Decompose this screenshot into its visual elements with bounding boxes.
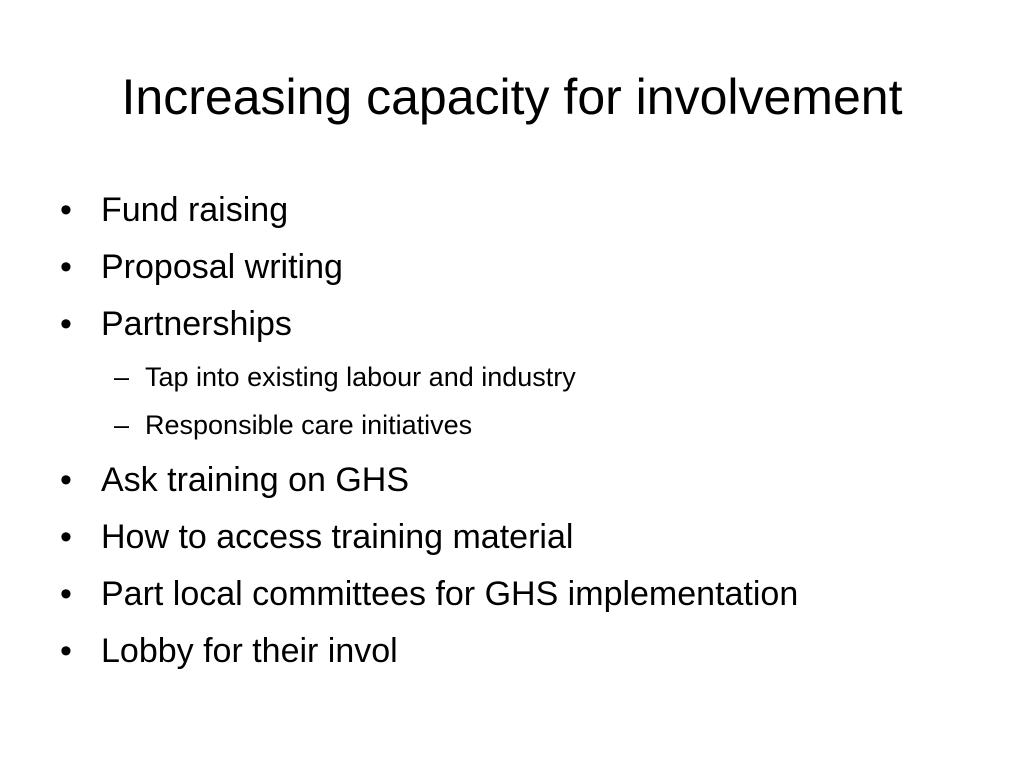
sub-bullet-text: Responsible care initiatives [145,410,473,440]
bullet-item-local-committees [60,574,798,614]
bullet-marker: • [60,248,72,286]
bullet-item-fund-raising [60,190,288,230]
sub-bullet-text: Tap into existing labour and industry [145,362,576,392]
bullet-text: How to access training material [101,518,574,556]
sub-bullet-marker: – [114,362,130,392]
bullet-text: Partnerships [101,305,292,343]
bullet-text: Fund raising [101,191,289,229]
bullet-item-partnerships [60,304,292,344]
bullet-text: Ask training on GHS [101,461,410,499]
sub-bullet-item-labour-industry [114,361,576,393]
bullet-item-access-training [60,517,573,557]
sub-bullet-item-responsible-care [114,409,472,441]
bullet-text: Proposal writing [101,248,343,286]
bullet-marker: • [60,305,72,343]
bullet-item-lobby [60,631,398,671]
bullet-text: Part local committees for GHS implementation [101,575,799,613]
slide-title: Increasing capacity for involvement [121,69,903,125]
bullet-marker: • [60,461,72,499]
bullet-marker: • [60,518,72,556]
bullet-marker: • [60,575,72,613]
bullet-item-ask-training [60,460,409,500]
bullet-item-proposal-writing [60,247,343,287]
bullet-text: Lobby for their invol [101,632,398,670]
bullet-marker: • [60,632,72,670]
sub-bullet-marker: – [114,410,130,440]
bullet-marker: • [60,191,72,229]
